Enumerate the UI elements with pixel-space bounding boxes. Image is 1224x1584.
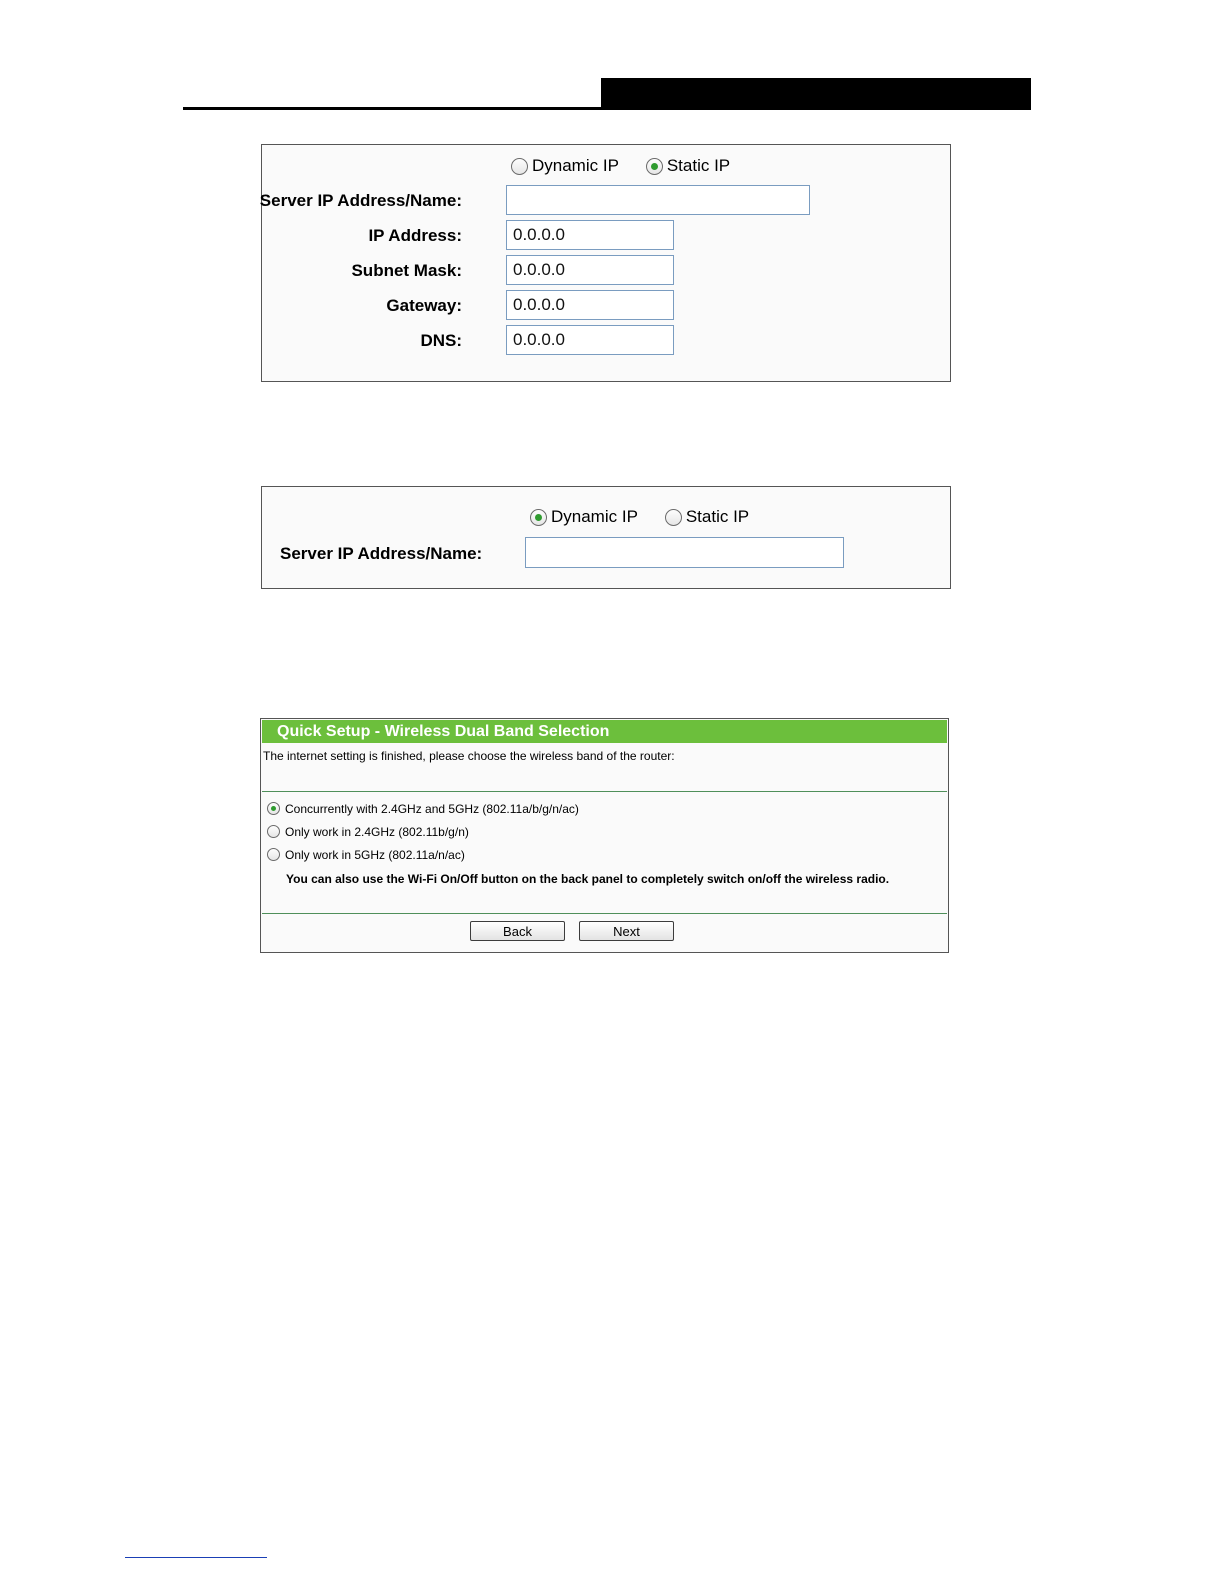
wifi-button-note: You can also use the Wi-Fi On/Off button on the back panel to completely switch on/off the wireless radio. — [286, 872, 890, 886]
ip-address-label: IP Address: — [368, 226, 462, 245]
separator-top — [262, 791, 947, 792]
band-option-5ghz[interactable] — [267, 847, 465, 862]
band-option-label: Only work in 5GHz (802.11a/n/ac) — [285, 847, 465, 862]
subnet-mask-label: Subnet Mask: — [351, 261, 462, 280]
static-ip-radio[interactable] — [646, 158, 663, 175]
server-ip-label-2: Server IP Address/Name: — [280, 544, 483, 563]
band-option-concurrent[interactable] — [267, 801, 579, 816]
footer-link-underline — [125, 1557, 267, 1558]
gateway-label: Gateway: — [386, 296, 462, 315]
server-ip-label: Server IP Address/Name: — [259, 191, 462, 210]
ip-mode-group-2 — [530, 507, 749, 527]
static-ip-radio-2[interactable] — [665, 509, 682, 526]
ip-address-input[interactable] — [506, 220, 674, 250]
gateway-input[interactable] — [506, 290, 674, 320]
dns-label: DNS: — [420, 331, 462, 350]
quick-setup-panel — [260, 718, 949, 953]
dynamic-ip-radio-2[interactable] — [530, 509, 547, 526]
quick-setup-intro: The internet setting is finished, please choose the wireless band of the router: — [263, 749, 675, 763]
dynamic-ip-panel — [261, 486, 951, 589]
band-radio-5ghz[interactable] — [267, 848, 280, 861]
static-ip-label: Static IP — [666, 156, 731, 175]
separator-bottom — [262, 913, 947, 914]
band-radio-2-4ghz[interactable] — [267, 825, 280, 838]
band-option-label: Concurrently with 2.4GHz and 5GHz (802.11a/b/g/n/ac) — [285, 801, 579, 816]
ip-mode-group — [511, 156, 730, 176]
quick-setup-title: Quick Setup - Wireless Dual Band Selection — [262, 720, 947, 743]
subnet-mask-input[interactable] — [506, 255, 674, 285]
dynamic-ip-radio[interactable] — [511, 158, 528, 175]
server-ip-input[interactable] — [506, 185, 810, 215]
server-ip-input-2[interactable] — [525, 537, 844, 568]
static-ip-panel — [261, 144, 951, 382]
band-radio-concurrent[interactable] — [267, 802, 280, 815]
band-option-2-4ghz[interactable] — [267, 824, 469, 839]
band-option-label: Only work in 2.4GHz (802.11b/g/n) — [285, 824, 469, 839]
back-button[interactable]: Back — [470, 921, 565, 941]
page-header-rule — [183, 107, 1031, 110]
dynamic-ip-label: Dynamic IP — [532, 156, 619, 175]
page-header-bar — [601, 78, 1031, 109]
dns-input[interactable] — [506, 325, 674, 355]
dynamic-ip-label-2: Dynamic IP — [551, 507, 638, 526]
static-ip-label-2: Static IP — [685, 507, 750, 526]
next-button[interactable]: Next — [579, 921, 674, 941]
